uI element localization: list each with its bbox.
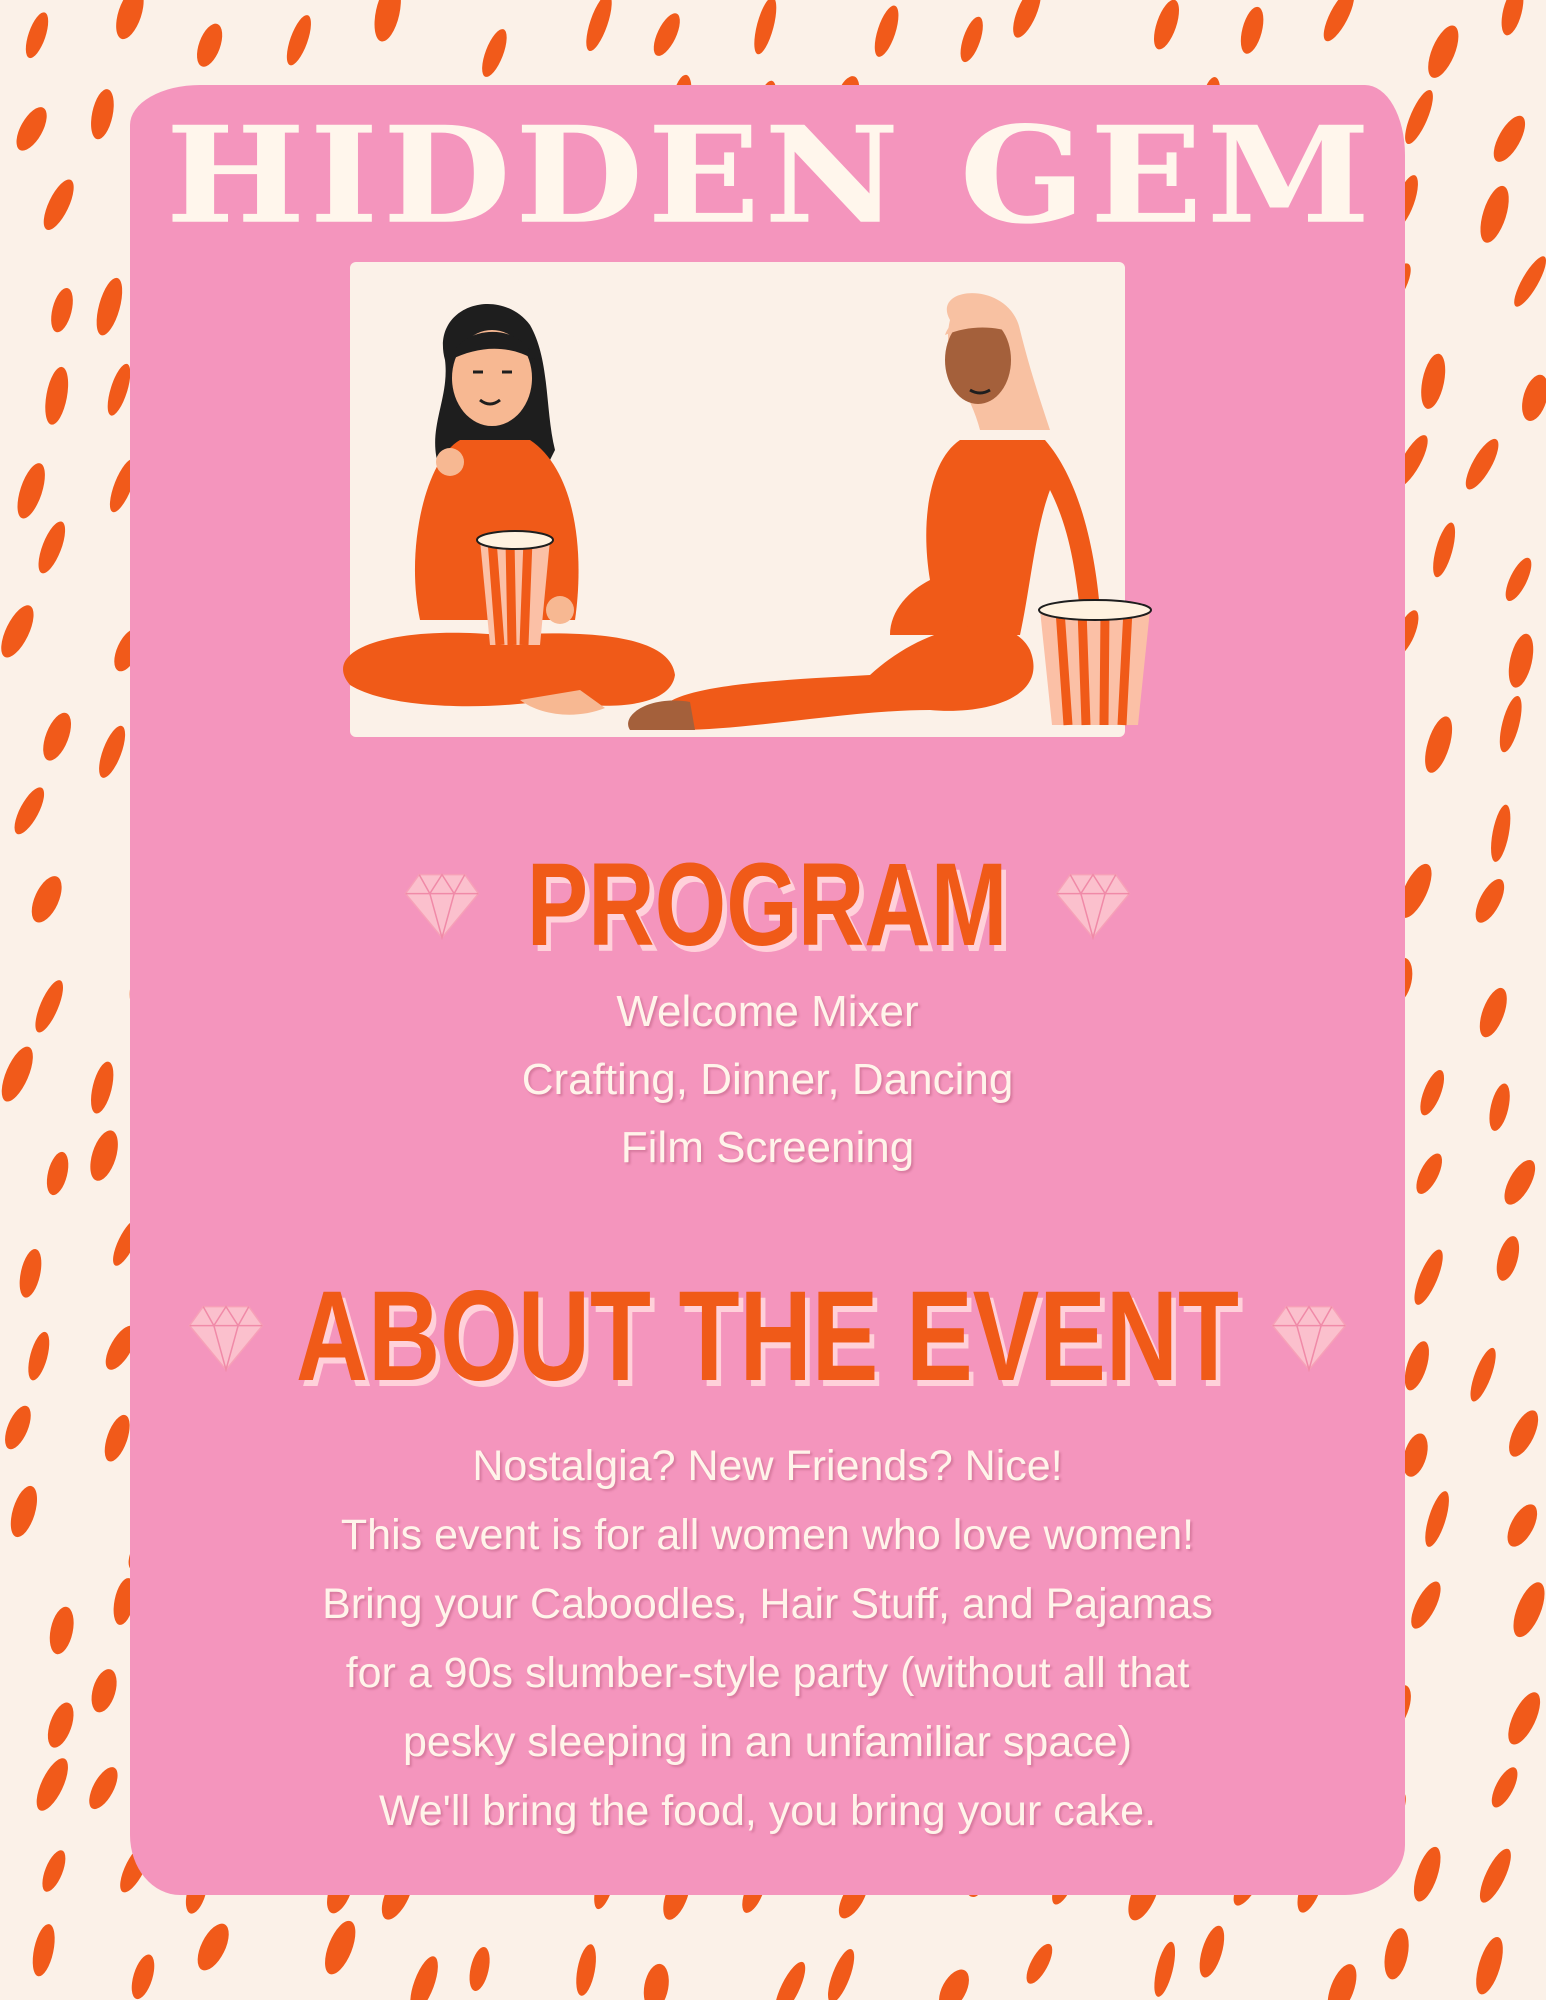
dot: [1497, 0, 1527, 38]
dot: [83, 1763, 123, 1813]
dot: [319, 1917, 362, 1979]
dot: [1237, 5, 1268, 57]
about-heading-row: [130, 1262, 1405, 1412]
dot: [1420, 1489, 1453, 1550]
dot: [1470, 875, 1510, 927]
title-gem: GEM: [959, 96, 1375, 254]
dot: [1417, 352, 1450, 411]
dot: [1021, 1940, 1057, 1987]
dot: [1475, 183, 1515, 246]
diamond-icon: [1055, 870, 1131, 940]
program-item: Welcome Mixer: [616, 987, 919, 1036]
dot: [1007, 0, 1046, 41]
dot: [1474, 1845, 1517, 1907]
dot: [573, 1943, 600, 1998]
dot: [1501, 1500, 1543, 1552]
dot: [1420, 713, 1458, 775]
dot: [38, 175, 80, 233]
dot: [30, 1754, 74, 1815]
dot: [1502, 1688, 1546, 1749]
dot: [1474, 985, 1512, 1041]
dot: [956, 14, 988, 65]
dot: [466, 1945, 493, 1993]
dot: [127, 1952, 159, 2000]
about-line: Bring your Caboodles, Hair Stuff, and Pajamas: [322, 1580, 1213, 1628]
dot: [1429, 520, 1460, 579]
popcorn-bucket-left: [477, 531, 553, 645]
dot: [370, 0, 406, 44]
dot: [1400, 87, 1439, 147]
program-heading: PROGRAM: [527, 839, 1008, 971]
dot: [1409, 1246, 1448, 1308]
dot: [29, 1922, 59, 1978]
about-heading: ABOUT THE EVENT: [296, 1265, 1239, 1408]
dot: [1195, 1923, 1230, 1980]
dot: [6, 1483, 43, 1540]
dot: [30, 977, 69, 1036]
about-line: pesky sleeping in an unfamiliar space): [402, 1718, 1132, 1766]
dot: [1422, 21, 1465, 81]
dot: [870, 3, 903, 59]
dot: [1149, 0, 1184, 52]
dot: [823, 1946, 860, 2000]
dot: [1150, 1940, 1179, 1999]
dot: [405, 1953, 444, 2000]
woman-left: [343, 304, 675, 715]
dot: [282, 12, 316, 68]
dot: [581, 0, 617, 54]
diamond-icon: [404, 870, 480, 940]
dot: [1471, 1934, 1509, 1997]
dot: [192, 20, 227, 70]
dot: [12, 460, 51, 522]
dot: [87, 1666, 121, 1715]
dot: [1492, 1234, 1523, 1284]
dot: [1415, 1067, 1448, 1118]
dot: [1495, 694, 1526, 754]
popcorn-bucket-right: [1039, 600, 1151, 725]
woman-right: [628, 293, 1151, 730]
dot: [1486, 1082, 1514, 1133]
dot: [1487, 803, 1514, 863]
dot: [43, 1699, 79, 1751]
dot: [0, 1043, 39, 1106]
dot: [24, 1330, 53, 1383]
dot: [41, 365, 72, 426]
dot: [91, 275, 127, 338]
dot: [1498, 1155, 1541, 1209]
dot: [87, 87, 118, 141]
dot: [111, 0, 150, 42]
dot: [0, 1402, 36, 1453]
dot: [1318, 0, 1360, 45]
about-line: This event is for all women who love women!: [340, 1511, 1195, 1559]
dot: [33, 518, 70, 576]
about-text: [130, 1432, 1405, 1846]
dot: [933, 1965, 975, 2000]
dot: [16, 1247, 46, 1300]
dot: [0, 601, 40, 662]
dot: [648, 10, 685, 60]
dot: [1465, 1345, 1500, 1404]
program-heading-row: [130, 840, 1405, 970]
about-line: We'll bring the food, you bring your cake.: [378, 1787, 1157, 1835]
dot: [10, 103, 52, 156]
dot: [46, 1605, 78, 1657]
diamond-icon: [188, 1302, 264, 1372]
dot: [1501, 554, 1537, 604]
diamond-icon: [1271, 1302, 1347, 1372]
dot: [38, 1847, 71, 1894]
dot: [85, 1127, 123, 1184]
about-line: for a 90s slumber-style party (without all that: [345, 1649, 1190, 1697]
title-hidden: HIDDEN: [165, 96, 904, 254]
dot: [87, 1060, 118, 1116]
illustration: [330, 290, 1190, 790]
dot: [1411, 1150, 1447, 1198]
dot: [1381, 1926, 1413, 1981]
dot: [47, 286, 77, 335]
dot: [1487, 1764, 1523, 1811]
about-line: Nostalgia? New Friends? Nice!: [472, 1442, 1063, 1490]
program-item: Crafting, Dinner, Dancing: [521, 1055, 1014, 1104]
dot: [26, 872, 68, 927]
dot: [1408, 1844, 1446, 1905]
dot: [94, 723, 131, 781]
dot: [1503, 1406, 1544, 1461]
dot: [9, 783, 50, 838]
dot: [477, 26, 512, 80]
program-item: Film Screening: [620, 1123, 915, 1172]
dot: [769, 1958, 811, 2000]
dot: [750, 0, 781, 56]
dot: [191, 1919, 235, 1975]
dot: [1504, 631, 1537, 689]
program-list: [130, 978, 1405, 1182]
dot: [43, 1150, 72, 1198]
dot: [1460, 435, 1504, 494]
dot: [1517, 372, 1546, 424]
dot: [21, 10, 53, 61]
dot: [1487, 111, 1531, 166]
dot: [1322, 1960, 1362, 2000]
dot: [1405, 1578, 1446, 1633]
dot: [640, 1962, 672, 2000]
dot: [37, 709, 76, 764]
dot: [1509, 253, 1546, 311]
dot: [1507, 1578, 1546, 1641]
page-title: [165, 95, 1375, 255]
